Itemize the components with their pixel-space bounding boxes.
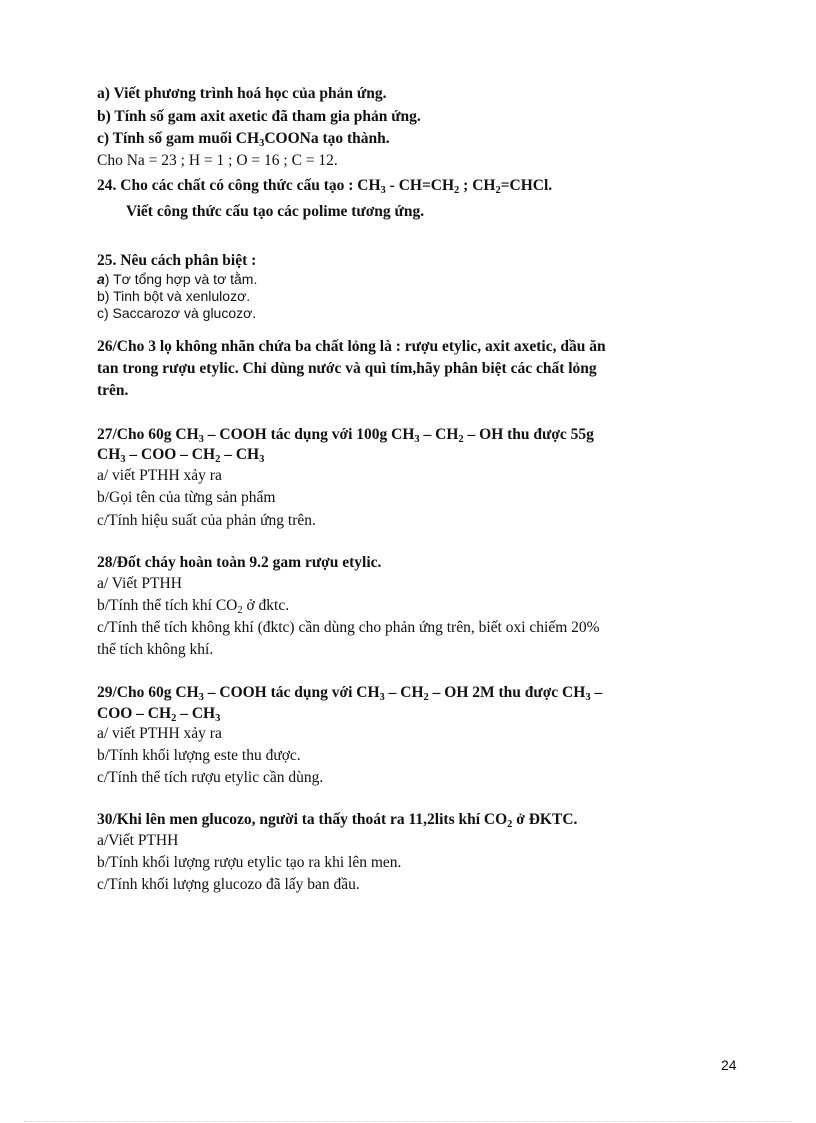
- question-29-line2: COO – $CH_2 - CH_3$: [97, 705, 221, 724]
- question-27c: c/Tính hiệu suất của phản ứng trên.: [97, 512, 316, 529]
- question-24-task: Viết công thức cấu tạo các polime tương ứng.: [126, 203, 425, 220]
- question-25b: b) Tinh bột và xenlulozơ.: [97, 288, 251, 304]
- question-26-line1: 26/Cho 3 lọ không nhãn chứa ba chất lỏng là : rượu etylic, axit axetic, dầu ăn: [97, 338, 606, 355]
- question-27a: a/ viết PTHH xảy ra: [97, 467, 222, 484]
- page-number: 24: [721, 1057, 737, 1073]
- footer-divider: [24, 1121, 792, 1122]
- question-30c: c/Tính khối lượng glucozo đã lấy ban đầu.: [97, 876, 360, 893]
- question-30a: a/Viết PTHH: [97, 832, 179, 849]
- question-30: 30/Khi lên men glucozo, người ta thấy thoát ra 11,2lits khí $CO_2$ ở ĐKTC.: [97, 811, 578, 830]
- question-25: 25. Nêu cách phân biệt :: [97, 252, 257, 269]
- question-29a: a/ viết PTHH xảy ra: [97, 725, 222, 742]
- question-28c-line1: c/Tính thể tích không khí (đktc) cần dùng cho phản ứng trên, biết oxi chiếm 20%: [97, 619, 600, 636]
- question-28: 28/Đốt cháy hoàn toàn 9.2 gam rượu etylic.: [97, 554, 382, 571]
- atomic-masses: Cho Na = 23 ; H = 1 ; O = 16 ; C = 12.: [97, 152, 338, 169]
- question-27-line1: 27/Cho 60g $CH_3$ – COOH tác dụng với 100g $CH_3 - CH_2$ – OH thu được 55g: [97, 426, 594, 445]
- question-23c: c) Tính số gam muối $CH_3COONa$ tạo thành.: [97, 130, 390, 149]
- question-28c-line2: thể tích không khí.: [97, 641, 214, 658]
- question-28a: a/ Viết PTHH: [97, 575, 182, 592]
- question-28b: b/Tính thể tích khí $CO_2$ ở đktc.: [97, 597, 290, 616]
- question-24: 24. Cho các chất có công thức cấu tạo : $CH_3 - CH=CH_2$ ; $CH_2=CHCl$.: [97, 177, 553, 196]
- question-27-line2: $CH_3$ – COO – $CH_2 - CH_3$: [97, 446, 265, 465]
- question-25a: a) Tơ tổng hợp và tơ tằm.: [97, 271, 258, 287]
- question-23a: a) Viết phương trình hoá học của phản ứng.: [97, 85, 387, 102]
- question-25c: c) Saccarozơ và glucozơ.: [97, 305, 257, 321]
- question-29b: b/Tính khối lượng este thu được.: [97, 747, 301, 764]
- question-29-line1: 29/Cho 60g $CH_3$ – COOH tác dụng với $CH_3 - CH_2$ – OH 2M thu được $CH_3$ –: [97, 684, 603, 703]
- question-30b: b/Tính khối lượng rượu etylic tạo ra khi lên men.: [97, 854, 402, 871]
- question-27b: b/Gọi tên của từng sản phẩm: [97, 489, 276, 506]
- question-29c: c/Tính thể tích rượu etylic cần dùng.: [97, 769, 324, 786]
- question-23b: b) Tính số gam axit axetic đã tham gia phản ứng.: [97, 108, 421, 125]
- question-26-line3: trên.: [97, 382, 129, 399]
- question-26-line2: tan trong rượu etylic. Chỉ dùng nước và quì tím,hãy phân biệt các chất lỏng: [97, 360, 597, 377]
